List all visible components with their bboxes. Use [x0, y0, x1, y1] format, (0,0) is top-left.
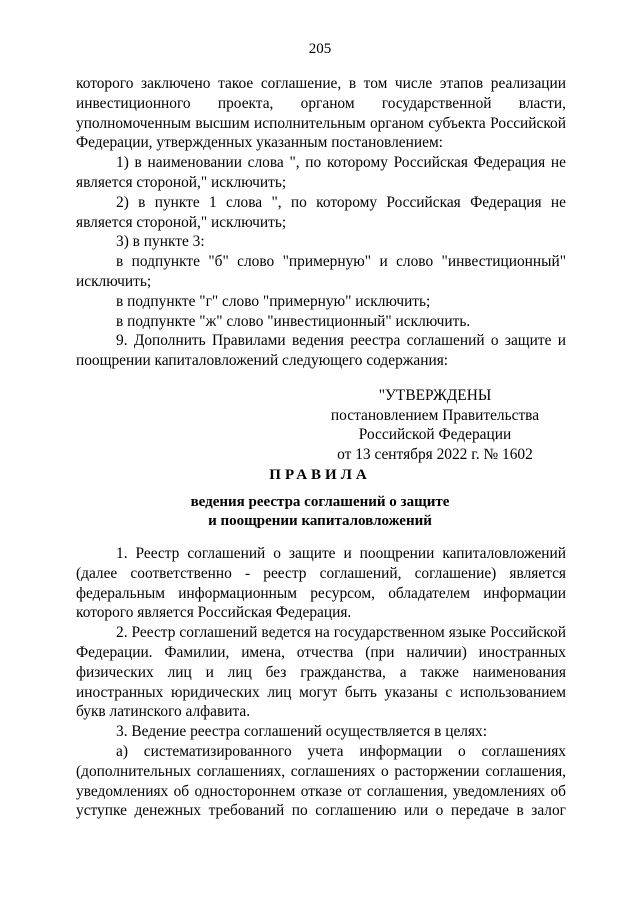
approval-stamp [300, 386, 570, 464]
paragraph-item-3: 3) в пункте 3: [116, 233, 205, 251]
paragraph-subitem-b: в подпункте "б" слово "примерную" и слово "инвестиционный" исключить; [76, 253, 566, 290]
paragraph-item-1: 1) в наименовании слова ", по которому Российская Федерация не является стороной," исключить; [76, 154, 566, 191]
paragraph-continuation: которого заключено такое соглашение, в том числе этапов реализации инвестиционного проекта, органом государственной власти, уполномоченным высшим исполнительным органом субъекта Российской Федерации, утвержденных указанным постановлением: [76, 75, 566, 152]
approval-line-1: "УТВЕРЖДЕНЫ [378, 387, 492, 404]
approval-line-4: от 13 сентября 2022 г. № 1602 [337, 445, 533, 463]
rules-text-block [76, 544, 566, 821]
rules-subtitle [0, 493, 640, 531]
paragraph-subitem-zh: в подпункте "ж" слово "инвестиционный" исключить. [116, 312, 471, 330]
paragraph-item-2: 2) в пункте 1 слова ", по которому Российская Федерация не является стороной," исключить; [76, 193, 566, 231]
rule-paragraph-2: 2. Реестр соглашений ведется на государственном языке Российской Федерации. Фамилии, имена, отчества (при наличии) иностранных физических лиц и лиц без гражданства, а также наименования иностранных юридических лиц могут быть указаны с использованием букв латинского алфавита. [76, 624, 566, 721]
paragraph-subitem-g: в подпункте "г" слово "примерную" исключить; [116, 292, 431, 310]
page-number: 205 [308, 41, 332, 57]
paragraph-item-9: 9. Дополнить Правилами ведения реестра соглашений о защите и поощрении капиталовложений следующего содержания: [76, 332, 566, 370]
rule-paragraph-3: 3. Ведение реестра соглашений осуществляется в целях: [116, 723, 488, 741]
rules-title: ПРАВИЛА [269, 467, 371, 483]
subtitle-line-1: ведения реестра соглашений о защите [190, 494, 450, 510]
rule-paragraph-1: 1. Реестр соглашений о защите и поощрении капиталовложений (далее соответственно - реестр соглашений, соглашение) является федеральным информационным ресурсом, обладателем информации которого является Российская Федерация. [76, 545, 566, 622]
top-text-block [76, 74, 566, 371]
approval-line-3: Российской Федерации [358, 426, 512, 444]
approval-line-2: постановлением Правительства [330, 406, 540, 424]
rule-paragraph-3a: а) систематизированного учета информации о соглашениях (дополнительных соглашениях, соглашениях о расторжении соглашения, уведомлениях об одностороннем отказе от соглашения, уведомлениях об уступке денежных требований по соглашению или о передаче в залог [76, 742, 566, 820]
subtitle-line-2: и поощрении капиталовложений [208, 513, 432, 529]
